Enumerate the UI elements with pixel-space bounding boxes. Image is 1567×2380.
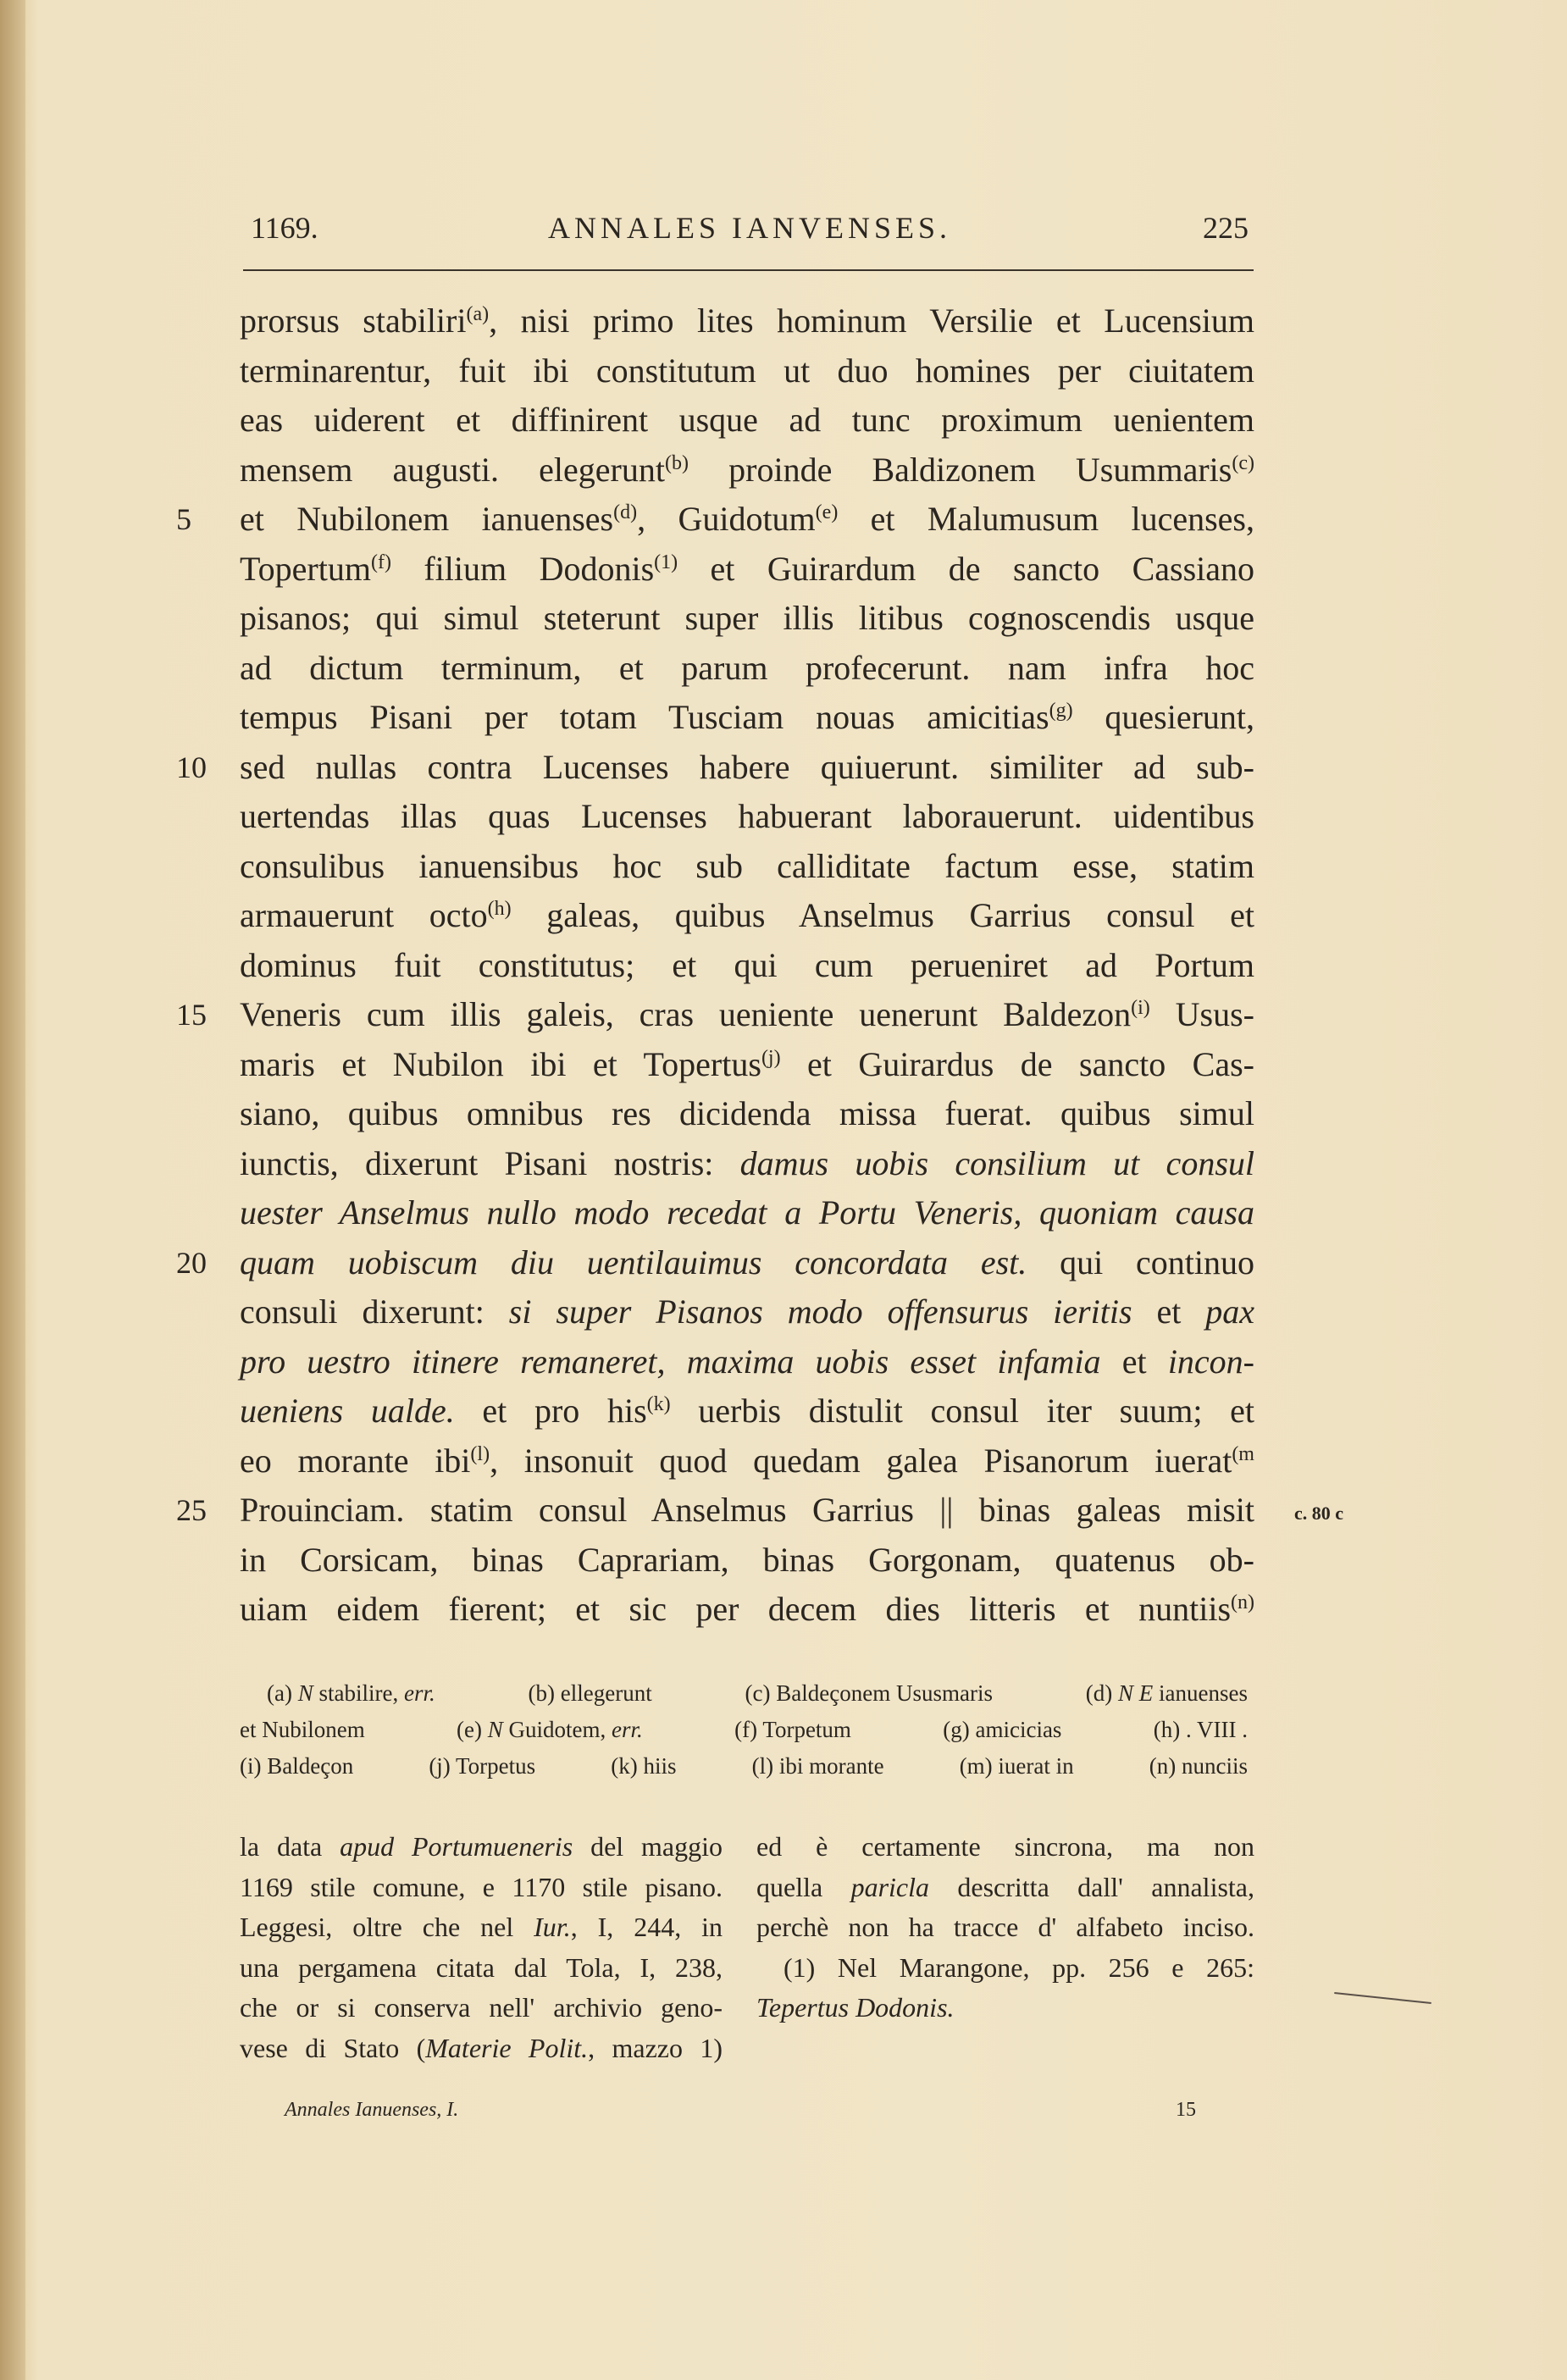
variant-note xyxy=(240,1712,365,1748)
text-run: Prouinciam. statim consul Anselmus Garrius || binas galeas misit xyxy=(240,1491,1254,1529)
text-run: Tepertus Dodonis. xyxy=(756,1992,955,2023)
text-run: ed è certamente sincrona, ma non xyxy=(756,1831,1254,1862)
text-line xyxy=(176,1238,1254,1288)
text-run: uertendas illas quas Lucenses habuerant laborauerunt. uidentibus xyxy=(240,797,1254,835)
text-line xyxy=(240,941,1254,991)
text-run: in Corsicam, binas Caprariam, binas Gorgonam, quatenus ob- xyxy=(240,1540,1254,1579)
text-run: , mazzo 1) xyxy=(588,2032,723,2063)
text-run: Materie Polit. xyxy=(425,2032,589,2063)
commentary-line xyxy=(756,1988,1254,2029)
variant-note xyxy=(752,1748,884,1785)
text-line xyxy=(240,594,1254,644)
commentary-line xyxy=(240,1868,723,1908)
variant-note xyxy=(429,1748,535,1785)
text-run: et Guirardus de sancto Cas- xyxy=(780,1044,1254,1083)
line-text xyxy=(240,891,1254,941)
text-run: 1169 stile comune, e 1170 stile pisano. xyxy=(240,1871,723,1902)
text-run: mensem augusti. elegerunt xyxy=(240,450,665,489)
text-line xyxy=(240,1188,1254,1238)
commentary-line xyxy=(240,1827,723,1868)
text-line xyxy=(240,396,1254,446)
line-text xyxy=(240,693,1254,743)
text-run: stabilire, xyxy=(313,1680,404,1706)
text-line xyxy=(240,1040,1254,1090)
text-line xyxy=(240,891,1254,941)
page-number: 225 xyxy=(1203,211,1249,245)
text-run: N xyxy=(297,1680,313,1706)
commentary-line xyxy=(756,1827,1254,1868)
line-text xyxy=(240,1536,1254,1586)
text-run: (m) iuerat in xyxy=(959,1753,1074,1779)
text-line xyxy=(176,990,1254,1040)
text-run: N E xyxy=(1118,1680,1154,1706)
line-text xyxy=(240,842,1254,892)
signature-mark: Annales Ianuenses, I. xyxy=(285,2099,459,2121)
variant-note xyxy=(457,1712,643,1748)
line-number: 25 xyxy=(176,1493,207,1527)
footnote-ref: (b) xyxy=(664,451,689,474)
variant-note xyxy=(1086,1675,1248,1712)
variant-note xyxy=(240,1748,353,1785)
line-text xyxy=(240,792,1254,842)
text-line xyxy=(240,1139,1254,1189)
line-number: 10 xyxy=(176,750,207,784)
text-line xyxy=(240,1436,1254,1486)
text-line xyxy=(240,545,1254,595)
text-run: ianuenses xyxy=(1153,1680,1248,1706)
text-run: , nisi primo lites hominum Versilie et Lucensium xyxy=(489,302,1255,340)
footnote-ref: (1) xyxy=(654,551,678,573)
commentary-line xyxy=(240,2029,723,2069)
line-text xyxy=(240,1287,1254,1337)
variant-note xyxy=(1154,1712,1248,1748)
text-run: del maggio xyxy=(573,1831,723,1862)
text-run: pro uestro itinere remaneret, maxima uobis esset infamia xyxy=(240,1342,1101,1381)
header-rule xyxy=(243,269,1254,271)
line-number: 5 xyxy=(176,502,191,536)
line-text xyxy=(240,1436,1254,1486)
text-run: et xyxy=(1132,1292,1206,1331)
text-line xyxy=(176,1486,1344,1536)
text-line xyxy=(176,743,1254,793)
text-run: Guidotem, xyxy=(502,1717,612,1742)
text-line xyxy=(240,792,1254,842)
text-run: perchè non ha tracce d' alfabeto inciso. xyxy=(756,1912,1254,1942)
footnote-ref: (c) xyxy=(1232,451,1254,474)
text-line xyxy=(240,693,1254,743)
line-text xyxy=(240,1089,1254,1139)
text-run: descritta dall' annalista, xyxy=(929,1871,1254,1902)
footnote-ref: (d) xyxy=(613,501,638,523)
text-run: iunctis, dixerunt Pisani nostris: xyxy=(240,1143,740,1182)
text-run: vese di Stato ( xyxy=(240,2032,426,2063)
variant-note xyxy=(734,1712,851,1748)
text-run: quella xyxy=(756,1871,851,1902)
footnote-ref: (n) xyxy=(1231,1591,1254,1613)
pencil-mark xyxy=(1334,1992,1431,2004)
text-run: (g) amicicias xyxy=(943,1717,1062,1742)
text-run: galeas, quibus Anselmus Garrius consul et xyxy=(511,896,1254,934)
text-run: uerbis distulit consul iter suum; et xyxy=(670,1392,1254,1430)
footnote-ref: (j) xyxy=(761,1046,781,1069)
text-run: ueniens ualde. xyxy=(240,1392,455,1430)
text-run: consulibus ianuensibus hoc sub calliditate factum esse, statim xyxy=(240,846,1254,885)
text-run: qui continuo xyxy=(1027,1243,1254,1281)
text-run: et pro his xyxy=(454,1392,647,1430)
footnote-ref: (i) xyxy=(1131,997,1150,1019)
footnote-ref: (k) xyxy=(646,1393,671,1415)
text-line xyxy=(240,842,1254,892)
text-run: (1) Nel Marangone, pp. 256 e 265: xyxy=(784,1951,1254,1983)
text-run: terminarentur, fuit ibi constitutum ut duo homines per ciuitatem xyxy=(240,351,1254,390)
text-run: armauerunt octo xyxy=(240,896,488,934)
text-line xyxy=(240,1089,1254,1139)
text-run: , I, 244, in xyxy=(570,1912,723,1942)
text-run: damus uobis consilium ut consul xyxy=(739,1143,1254,1182)
text-run: , insonuit quod quedam galea Pisanorum iuerat xyxy=(490,1441,1232,1480)
text-run: eas uiderent et diffinirent usque ad tunc proximum uenientem xyxy=(240,401,1254,439)
text-run: (c) Baldeçonem Ususmaris xyxy=(745,1680,993,1706)
footnote-ref: (a) xyxy=(466,303,490,325)
text-run: , Guidotum xyxy=(637,500,816,538)
text-line xyxy=(240,446,1254,495)
text-run: (j) Torpetus xyxy=(429,1753,536,1779)
text-run: Iur. xyxy=(534,1912,571,1942)
line-text xyxy=(240,545,1254,595)
text-line xyxy=(240,1287,1254,1337)
line-text xyxy=(240,1188,1254,1238)
text-run: quesierunt, xyxy=(1072,698,1255,736)
commentary-left-column xyxy=(240,1827,723,2068)
text-run: et xyxy=(1100,1342,1168,1381)
text-line xyxy=(240,644,1254,694)
commentary-line xyxy=(756,1907,1254,1948)
variant-note xyxy=(529,1675,652,1712)
line-text xyxy=(240,1040,1254,1090)
text-run: (d) xyxy=(1085,1680,1119,1706)
text-run: una pergamena citata dal Tola, I, 238, xyxy=(240,1951,723,1983)
commentary-line xyxy=(240,1948,723,1989)
line-text xyxy=(240,743,1254,793)
line-text xyxy=(240,296,1254,346)
text-run: (i) Baldeçon xyxy=(240,1753,354,1779)
text-run: dominus fuit constitutus; et qui cum perueniret ad Portum xyxy=(240,945,1254,984)
text-run: err. xyxy=(612,1717,643,1742)
text-run: et Nubilonem ianuenses xyxy=(240,500,614,538)
text-run: (k) hiis xyxy=(611,1753,677,1779)
footnote-ref: (m xyxy=(1232,1442,1254,1465)
line-text xyxy=(240,594,1254,644)
text-run: pisanos; qui simul steterunt super illis litibus cognoscendis usque xyxy=(240,599,1254,637)
line-text xyxy=(240,396,1254,446)
text-line xyxy=(240,296,1254,346)
text-line xyxy=(240,1337,1254,1387)
text-run: incon- xyxy=(1167,1342,1254,1381)
line-text xyxy=(240,446,1254,495)
main-text xyxy=(176,296,1344,1635)
text-run: (b) ellegerunt xyxy=(528,1680,652,1706)
text-run: Topertum xyxy=(240,549,371,588)
text-run: che or si conserva nell' archivio geno- xyxy=(240,1992,723,2023)
text-run: ad dictum terminum, et parum profecerunt. nam infra hoc xyxy=(240,648,1254,687)
text-run: consuli dixerunt: xyxy=(240,1292,509,1331)
commentary-line xyxy=(756,1948,1254,1989)
variant-note xyxy=(267,1675,435,1712)
line-text xyxy=(240,941,1254,991)
text-line xyxy=(240,1386,1254,1436)
margin-note: c. 80 c xyxy=(1294,1503,1344,1524)
line-text xyxy=(240,495,1254,545)
line-text xyxy=(240,644,1254,694)
text-run: prorsus stabiliri xyxy=(240,302,467,340)
variant-note xyxy=(960,1748,1074,1785)
text-line xyxy=(240,346,1254,396)
header-year: 1169. xyxy=(251,211,318,245)
commentary-right-column xyxy=(756,1827,1254,2029)
variant-note-row xyxy=(240,1748,1248,1785)
text-run: et Nubilonem xyxy=(240,1717,365,1742)
text-run: paricla xyxy=(850,1871,929,1902)
text-run: err. xyxy=(403,1680,435,1706)
text-run: si super Pisanos modo offensurus ieritis xyxy=(508,1292,1132,1331)
text-run: Usus- xyxy=(1149,995,1254,1033)
line-text xyxy=(240,1139,1254,1189)
line-text xyxy=(240,1337,1254,1387)
line-text xyxy=(240,346,1254,396)
variant-notes xyxy=(240,1675,1248,1785)
line-text xyxy=(240,1238,1254,1288)
text-run: et Guirardum de sancto Cassiano xyxy=(678,549,1255,588)
footnote-ref: (f) xyxy=(370,551,391,573)
text-run: maris et Nubilon ibi et Topertus xyxy=(240,1044,761,1083)
text-run: la data xyxy=(240,1831,341,1862)
variant-note xyxy=(943,1712,1061,1748)
text-line xyxy=(240,1585,1254,1635)
text-run: (f) Torpetum xyxy=(734,1717,851,1742)
text-run: eo morante ibi xyxy=(240,1441,471,1480)
line-number: 20 xyxy=(176,1245,207,1280)
footnote-ref: (e) xyxy=(815,501,839,523)
text-run: N xyxy=(487,1717,503,1742)
gathering-number: 15 xyxy=(1176,2099,1196,2121)
line-text xyxy=(240,990,1254,1040)
commentary-line xyxy=(756,1868,1254,1908)
footnote-ref: (g) xyxy=(1049,700,1073,722)
running-header xyxy=(246,210,1254,252)
text-run: apud Portumueneris xyxy=(340,1831,573,1862)
text-line xyxy=(176,495,1255,545)
text-run: tempus Pisani per totam Tusciam nouas amicitias xyxy=(240,698,1049,736)
variant-note-row xyxy=(240,1675,1248,1712)
text-run: (n) nunciis xyxy=(1149,1753,1248,1779)
footnote-ref: (l) xyxy=(470,1442,490,1465)
commentary-line xyxy=(240,1988,723,2029)
text-run: Veneris cum illis galeis, cras ueniente uenerunt Baldezon xyxy=(240,995,1132,1033)
text-line xyxy=(240,1536,1254,1586)
text-run: sed nullas contra Lucenses habere quiuerunt. similiter ad sub- xyxy=(240,747,1254,786)
text-run: proinde Baldizonem Usummaris xyxy=(688,450,1232,489)
line-text xyxy=(240,1386,1254,1436)
text-run: (l) ibi morante xyxy=(751,1753,884,1779)
text-run: filium Dodonis xyxy=(390,549,655,588)
line-number: 15 xyxy=(176,998,207,1032)
variant-note-row xyxy=(240,1712,1248,1748)
text-run: uiam eidem fierent; et sic per decem dies litteris et nuntiis xyxy=(240,1590,1232,1628)
variant-note xyxy=(745,1675,993,1712)
variant-note xyxy=(611,1748,676,1785)
text-run: Leggesi, oltre che nel xyxy=(240,1912,534,1942)
text-run: quam uobiscum diu uentilauimus concordata est. xyxy=(240,1243,1027,1281)
variant-note xyxy=(1149,1748,1248,1785)
text-run: (a) xyxy=(267,1680,298,1706)
book-spine-edge xyxy=(0,0,25,2380)
text-run: uester Anselmus nullo modo recedat a Portu Veneris, quoniam causa xyxy=(240,1193,1254,1232)
text-run: (e) xyxy=(457,1717,488,1742)
text-run: (h) . VIII . xyxy=(1153,1717,1248,1742)
text-run: siano, quibus omnibus res dicidenda missa fuerat. quibus simul xyxy=(240,1094,1254,1132)
footnote-ref: (h) xyxy=(487,898,512,920)
text-run: pax xyxy=(1205,1292,1254,1331)
line-text xyxy=(240,1585,1254,1635)
header-title: ANNALES IANVENSES. xyxy=(548,211,951,245)
text-run: et Malumusum lucenses, xyxy=(838,500,1255,538)
line-text xyxy=(240,1486,1254,1536)
commentary-line xyxy=(240,1907,723,1948)
